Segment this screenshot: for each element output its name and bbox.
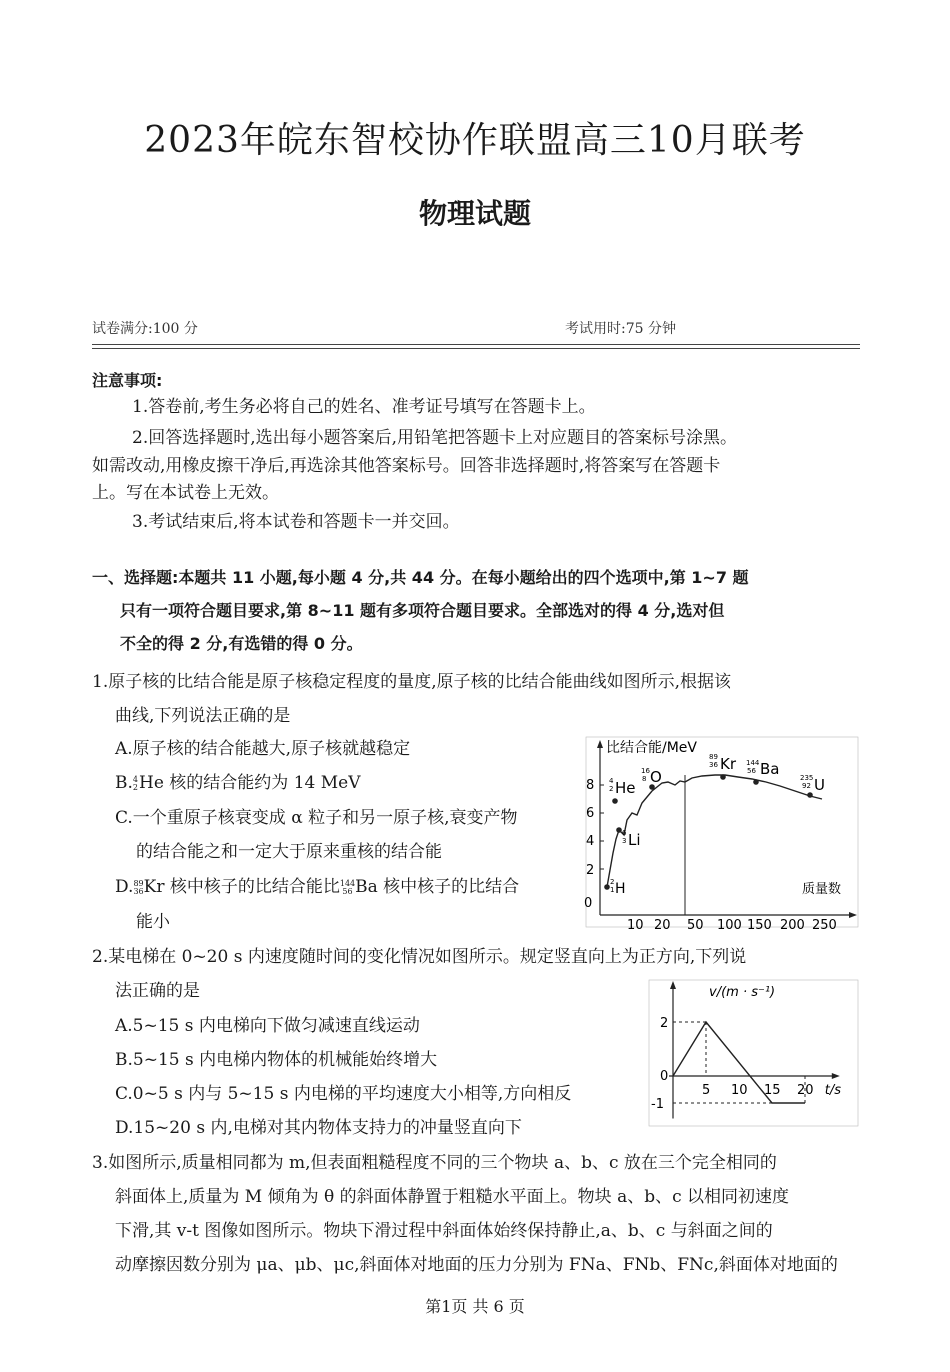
- li-num: 3: [622, 837, 627, 845]
- q2-option-c: C.0~5 s 内与 5~15 s 内电梯的平均速度大小相等,方向相反: [115, 1084, 572, 1104]
- page-number: 第1页 共 6 页: [425, 1297, 525, 1316]
- he-mass: 4: [609, 777, 614, 785]
- notice-line-1: 1.答卷前,考生务必将自己的姓名、准考证号填写在答题卡上。: [132, 397, 596, 417]
- vt-y-axis-arrow: [670, 981, 676, 989]
- he-mass-number: 4: [132, 774, 138, 784]
- vt-y-tick-neg1: -1: [651, 1097, 664, 1112]
- q1-option-c-line-2: 的结合能之和一定大于原来重核的结合能: [136, 842, 442, 862]
- q1-option-a: A.原子核的结合能越大,原子核就越稳定: [115, 739, 411, 759]
- vt-x-tick-10: 10: [731, 1083, 748, 1098]
- label-u: U: [814, 776, 825, 794]
- kr-mass: 89: [709, 753, 718, 761]
- y-tick-6: 6: [586, 806, 595, 821]
- header-rule-thick: [92, 344, 860, 345]
- vt-x-tick-15: 15: [764, 1083, 781, 1098]
- x-tick-200: 200: [780, 918, 805, 930]
- h-mass: 2: [610, 878, 615, 886]
- vt-x-tick-5: 5: [702, 1083, 711, 1098]
- kr-mass-number: 89: [133, 878, 144, 888]
- q3-line-3: 下滑,其 v-t 图像如图所示。物块下滑过程中斜面体始终保持静止,a、b、c 与斜面之间的: [115, 1221, 773, 1241]
- q2-option-d: D.15~20 s 内,电梯对其内物体支持力的冲量竖直向下: [115, 1118, 522, 1138]
- q1-stem-line-2: 曲线,下列说法正确的是: [115, 706, 291, 726]
- exam-title: 2023年皖东智校协作联盟高三10月联考: [144, 120, 806, 161]
- subject-title: 物理试题: [418, 197, 531, 230]
- notice-line-4: 上。写在本试卷上无效。: [92, 483, 279, 503]
- x-tick-10: 10: [627, 918, 644, 930]
- label-li: Li: [628, 831, 641, 849]
- notice-line-5: 3.考试结束后,将本试卷和答题卡一并交回。: [132, 512, 460, 532]
- he-atomic-number: 2: [132, 782, 138, 792]
- label-kr: Kr: [720, 755, 737, 773]
- vt-x-tick-20: 20: [797, 1083, 814, 1098]
- vt-chart-frame: [649, 980, 858, 1126]
- y-tick-4: 4: [586, 834, 595, 849]
- u-num: 92: [802, 782, 811, 790]
- q1-option-b-prefix: B.: [115, 773, 133, 793]
- point-he4: [612, 798, 618, 804]
- q2-option-a: A.5~15 s 内电梯向下做匀减速直线运动: [115, 1016, 420, 1036]
- velocity-time-chart: [645, 978, 860, 1128]
- y-tick-2: 2: [586, 863, 595, 878]
- vt-xlabel: t/s: [824, 1083, 842, 1098]
- point-h2: [604, 884, 610, 890]
- x-tick-250: 250: [812, 918, 837, 930]
- q2-option-b: B.5~15 s 内电梯内物体的机械能始终增大: [115, 1050, 438, 1070]
- exam-duration: 考试用时:75 分钟: [565, 321, 676, 337]
- q1-option-d-mid: Kr 核中核子的比结合能比: [143, 877, 340, 897]
- x-tick-20: 20: [654, 918, 671, 930]
- y-tick-8: 8: [586, 778, 595, 793]
- header-rule-thin: [92, 348, 860, 349]
- point-u235: [807, 792, 813, 798]
- vt-ylabel: v/(m · s⁻¹): [709, 985, 776, 1000]
- q3-line-1: 3.如图所示,质量相同都为 m,但表面粗糙程度不同的三个物块 a、b、c 放在三个完全相同的: [92, 1153, 777, 1173]
- q1-option-d-rest: Ba 核中核子的比结合: [355, 877, 520, 897]
- u-mass: 235: [800, 774, 814, 782]
- notice-line-2: 2.回答选择题时,选出每小题答案后,用铅笔把答题卡上对应题目的答案标号涂黑。: [132, 428, 738, 448]
- chart-ylabel: 比结合能/MeV: [606, 740, 697, 756]
- vt-origin: 0: [660, 1069, 669, 1084]
- q1-stem-line-1: 1.原子核的比结合能是原子核稳定程度的量度,原子核的比结合能曲线如图所示,根据该: [92, 672, 732, 692]
- label-ba: Ba: [760, 760, 780, 778]
- point-ba144: [753, 779, 759, 785]
- o-mass: 16: [641, 767, 650, 775]
- q1-option-d-line-1: [115, 877, 519, 897]
- chart-origin: 0: [584, 896, 593, 911]
- label-he: He: [615, 779, 636, 797]
- q1-option-b-text: He 核的结合能约为 14 MeV: [139, 773, 361, 793]
- q1-option-d-prefix: D.: [115, 877, 134, 897]
- ba-isotope: [340, 880, 355, 896]
- notice-line-3: 如需改动,用橡皮擦干净后,再选涂其他答案标号。回答非选择题时,将答案写在答题卡: [92, 456, 721, 476]
- vt-x-axis-arrow: [832, 1073, 840, 1079]
- ba-num: 56: [747, 767, 756, 775]
- q1-option-b: [115, 773, 360, 793]
- kr-isotope: [133, 880, 143, 896]
- o-num: 8: [642, 775, 647, 783]
- q1-option-d-line-2: 能小: [136, 912, 170, 932]
- kr-num: 36: [709, 761, 718, 769]
- section1-line-2: 只有一项符合题目要求,第 8~11 题有多项符合题目要求。全部选对的得 4 分,选对但: [120, 601, 725, 620]
- q1-option-b-isotope: [133, 776, 138, 792]
- ba-atomic-number: 56: [342, 886, 353, 896]
- full-score: 试卷满分:100 分: [92, 321, 198, 337]
- li-mass: 6: [622, 829, 627, 837]
- point-li6: [616, 827, 622, 833]
- vt-y-tick-2: 2: [660, 1016, 669, 1031]
- x-axis-arrow: [849, 912, 857, 918]
- q2-stem-line-2: 法正确的是: [115, 981, 200, 1001]
- q1-option-c-line-1: C.一个重原子核衰变成 α 粒子和另一原子核,衰变产物: [115, 808, 518, 828]
- q2-stem-line-1: 2.某电梯在 0~20 s 内速度随时间的变化情况如图所示。规定竖直向上为正方向,下列说: [92, 947, 747, 967]
- section1-line-3: 不全的得 2 分,有选错的得 0 分。: [120, 634, 363, 653]
- kr-atomic-number: 36: [133, 886, 144, 896]
- binding-energy-chart: [580, 735, 860, 930]
- point-kr89: [720, 774, 726, 780]
- h-num: 1: [610, 886, 615, 894]
- notice-title: 注意事项:: [92, 371, 163, 390]
- x-tick-150: 150: [747, 918, 772, 930]
- section1-line-1: 一、选择题:本题共 11 小题,每小题 4 分,共 44 分。在每小题给出的四个选项中,第 1~7 题: [92, 568, 749, 587]
- he-num: 2: [609, 785, 614, 793]
- x-tick-100: 100: [717, 918, 742, 930]
- x-tick-50: 50: [687, 918, 704, 930]
- ba-mass: 144: [746, 759, 760, 767]
- label-h: H: [615, 881, 626, 897]
- chart-xlabel: 质量数: [802, 882, 842, 897]
- q3-line-4: 动摩擦因数分别为 μa、μb、μc,斜面体对地面的压力分别为 FNa、FNb、FNc,斜面体对地面的: [115, 1255, 838, 1275]
- y-axis-arrow: [597, 740, 603, 748]
- ba-mass-number: 144: [339, 878, 356, 888]
- label-o: O: [650, 768, 662, 786]
- q3-line-2: 斜面体上,质量为 M 倾角为 θ 的斜面体静置于粗糙水平面上。物块 a、b、c 以相同初速度: [115, 1187, 790, 1207]
